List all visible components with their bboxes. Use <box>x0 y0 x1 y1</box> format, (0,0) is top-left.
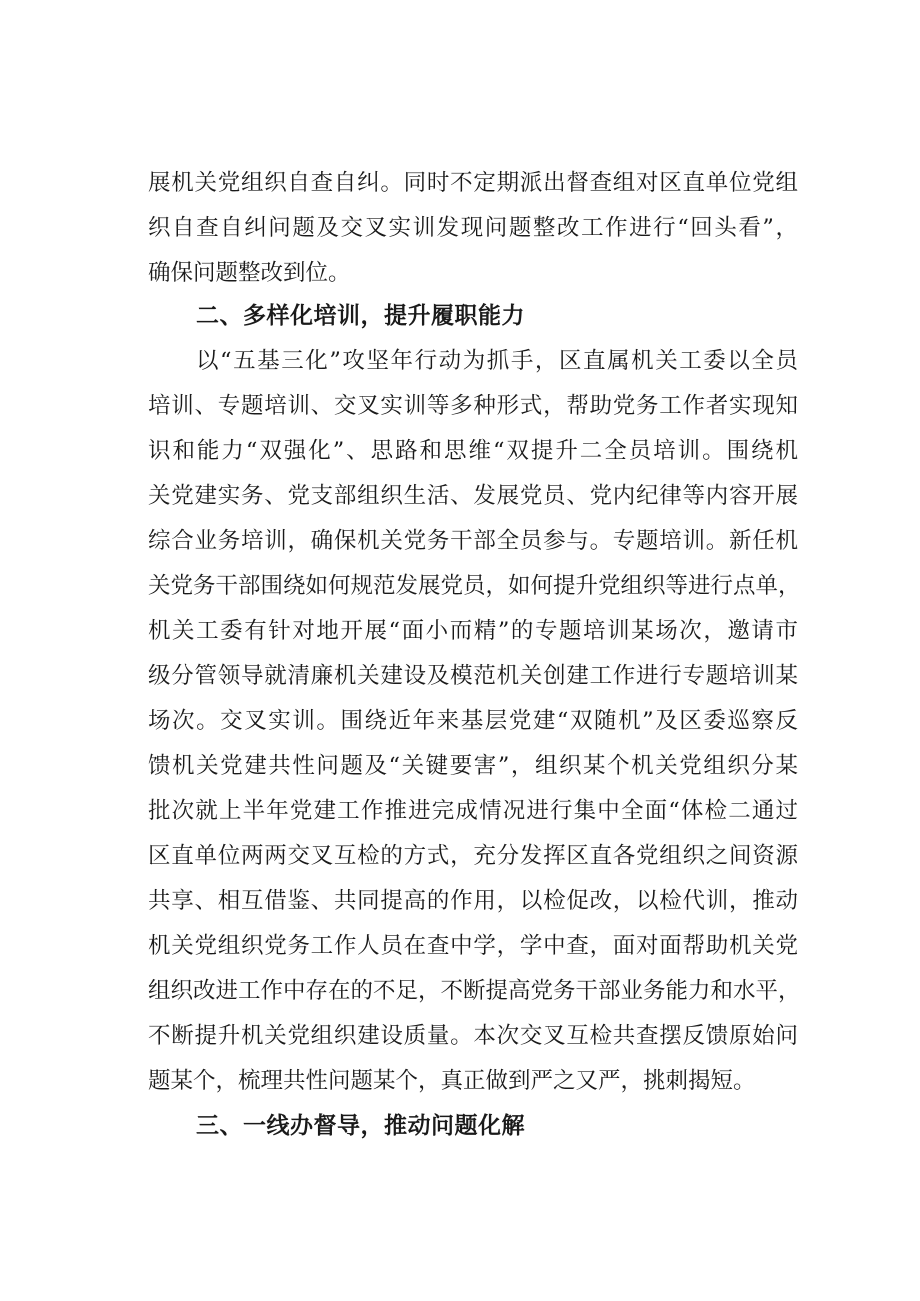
paragraph-line: 识和能力“双强化”、思路和思维“双提升二全员培训。围绕机 <box>148 438 798 464</box>
paragraph-line: 织自查自纠问题及交叉实训发现问题整改工作进行“回头看”， <box>148 215 798 241</box>
paragraph-line: 组织改进工作中存在的不足，不断提高党务干部业务能力和水平， <box>148 978 801 1004</box>
paragraph-line: 确保问题整改到位。 <box>148 260 351 286</box>
paragraph-line: 机关党组织党务工作人员在查中学，学中查，面对面帮助机关党 <box>148 933 798 959</box>
paragraph-line: 共享、相互借鉴、共同提高的作用，以检促改，以检代训，推动 <box>148 888 798 914</box>
paragraph-line: 关党建实务、党支部组织生活、发展党员、党内纪律等内容开展 <box>148 483 798 509</box>
paragraph-line: 不断提升机关党组织建设质量。本次交叉互检共查摆反馈原始问 <box>148 1023 798 1049</box>
paragraph-line: 馈机关党建共性问题及“关键要害”，组织某个机关党组织分某 <box>148 753 798 779</box>
paragraph-line: 关党务干部围绕如何规范发展党员，如何提升党组织等进行点单， <box>148 573 801 599</box>
paragraph-line: 机关工委有针对地开展“面小而精”的专题培训某场次，邀请市 <box>148 618 798 644</box>
paragraph-line: 以“五基三化”攻坚年行动为抓手，区直属机关工委以全员 <box>196 348 798 374</box>
section-heading: 三、一线办督导，推动问题化解 <box>196 1113 525 1139</box>
paragraph-line: 场次。交叉实训。围绕近年来基层党建“双随机”及区委巡察反 <box>148 708 798 734</box>
section-heading: 二、多样化培训，提升履职能力 <box>196 303 525 329</box>
paragraph-line: 区直单位两两交叉互检的方式，充分发挥区直各党组织之间资源 <box>148 843 798 869</box>
paragraph-line: 级分管领导就清廉机关建设及模范机关创建工作进行专题培训某 <box>148 663 798 689</box>
paragraph-line: 批次就上半年党建工作推进完成情况进行集中全面“体检二通过 <box>148 798 798 824</box>
paragraph-line: 培训、专题培训、交叉实训等多种形式，帮助党务工作者实现知 <box>148 393 798 419</box>
paragraph-line: 题某个，梳理共性问题某个，真正做到严之又严，挑刺揭短。 <box>148 1068 756 1094</box>
paragraph-line: 展机关党组织自查自纠。同时不定期派出督查组对区直单位党组 <box>148 170 798 196</box>
paragraph-line: 综合业务培训，确保机关党务干部全员参与。专题培训。新任机 <box>148 528 798 554</box>
